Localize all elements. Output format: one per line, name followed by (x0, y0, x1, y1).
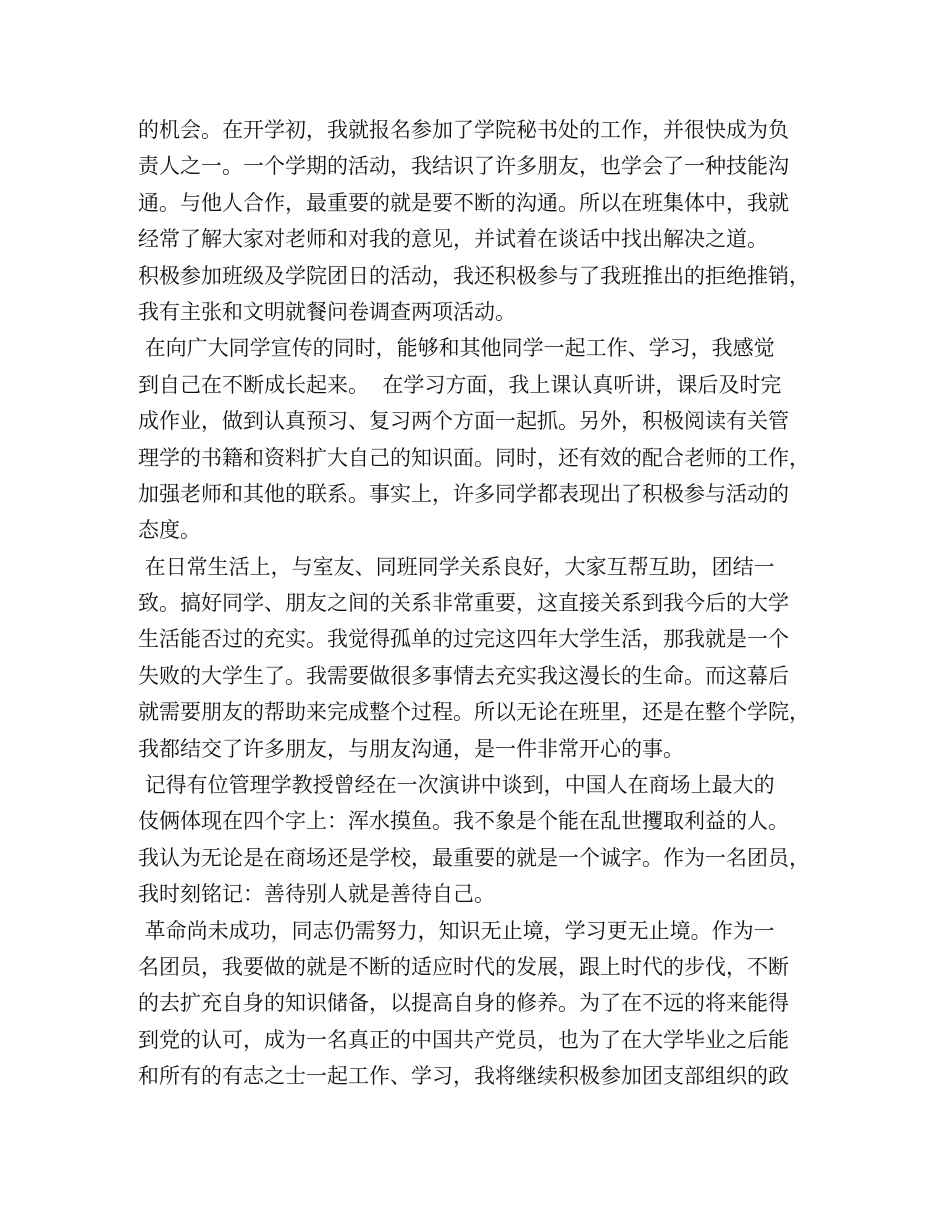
text-line: 到党的认可，成为一名真正的中国共产党员，也为了在大学毕业之后能 (138, 1027, 789, 1052)
text-line: 我都结交了许多朋友，与朋友沟通，是一件非常开心的事。 (138, 736, 684, 761)
text-line: 失败的大学生了。我需要做很多事情去充实我这漫长的生命。而这幕后 (138, 663, 789, 688)
text-line: 的去扩充自身的知识储备，以提高自身的修养。为了在不远的将来能得 (138, 991, 789, 1016)
text-line: 到自己在不断成长起来。 在学习方面，我上课认真听讲，课后及时完 (138, 372, 782, 397)
text-line: 记得有位管理学教授曾经在一次演讲中谈到，中国人在商场上最大的 (138, 773, 775, 798)
body-text (138, 112, 818, 1095)
text-line: 在向广大同学宣传的同时，能够和其他同学一起工作、学习，我感觉 (138, 336, 775, 361)
text-line: 和所有的有志之士一起工作、学习，我将继续积极参加团支部组织的政 (138, 1064, 789, 1089)
text-line: 的机会。在开学初，我就报名参加了学院秘书处的工作，并很快成为负 (138, 118, 789, 142)
text-line: 名团员，我要做的就是不断的适应时代的发展，跟上时代的步伐，不断 (138, 954, 789, 979)
text-line: 我时刻铭记：善待别人就是善待自己。 (138, 882, 495, 907)
text-line: 经常了解大家对老师和对我的意见，并试着在谈话中找出解决之道。 (138, 227, 768, 252)
text-line: 积极参加班级及学院团日的活动，我还积极参与了我班推出的拒绝推销， (138, 263, 810, 288)
text-line: 生活能否过的充实。我觉得孤单的过完这四年大学生活，那我就是一个 (138, 627, 789, 652)
text-line: 态度。 (138, 518, 201, 543)
text-line: 理学的书籍和资料扩大自己的知识面。同时，还有效的配合老师的工作， (138, 445, 810, 470)
text-line: 成作业，做到认真预习、复习两个方面一起抓。另外，积极阅读有关管 (138, 409, 789, 434)
text-line: 通。与他人合作，最重要的就是要不断的沟通。所以在班集体中，我就 (138, 190, 789, 215)
text-line: 我有主张和文明就餐问卷调查两项活动。 (138, 299, 516, 324)
text-line: 责人之一。一个学期的活动，我结识了许多朋友，也学会了一种技能沟 (138, 154, 789, 179)
text-line: 我认为无论是在商场还是学校，最重要的就是一个诚字。作为一名团员， (138, 845, 810, 870)
text-line: 致。搞好同学、朋友之间的关系非常重要，这直接关系到我今后的大学 (138, 591, 789, 616)
text-line: 就需要朋友的帮助来完成整个过程。所以无论在班里，还是在整个学院， (138, 700, 810, 725)
text-line: 加强老师和其他的联系。事实上，许多同学都表现出了积极参与活动的 (138, 481, 789, 506)
text-line: 在日常生活上，与室友、同班同学关系良好，大家互帮互助，团结一 (138, 554, 775, 579)
text-line: 革命尚未成功，同志仍需努力，知识无止境，学习更无止境。作为一 (138, 918, 775, 943)
text-line: 伎俩体现在四个字上：浑水摸鱼。我不象是个能在乱世攫取利益的人。 (138, 809, 789, 834)
